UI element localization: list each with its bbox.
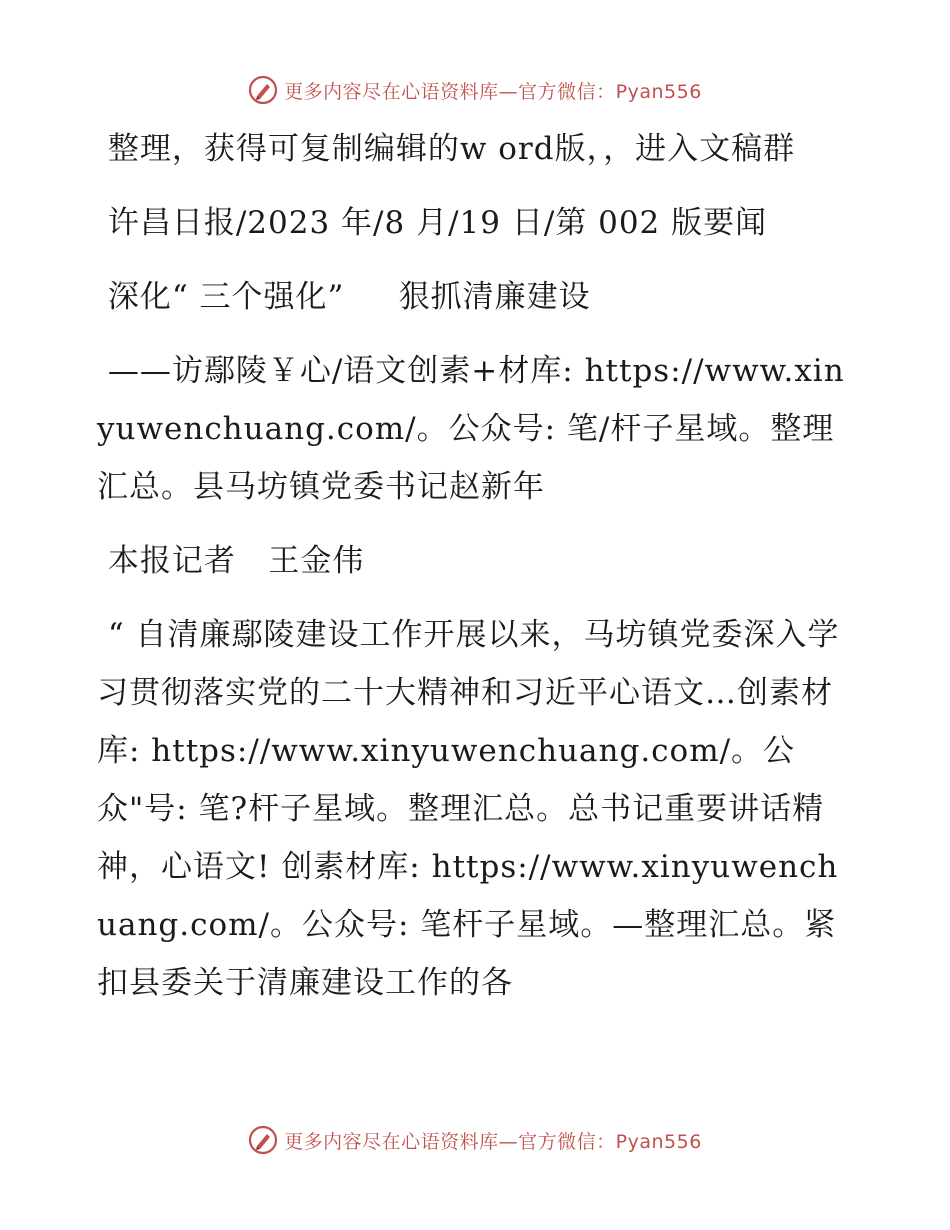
paragraph-headline: 深化“ 三个强化” 狠抓清廉建设 <box>97 279 591 315</box>
paragraph-intro: 整理，获得可复制编辑的w ord版，，进入文稿群 <box>97 131 796 167</box>
paragraph-subtitle: ——访鄢陵￥心/语文创素+材库: https://www.xinyuwenchuang.com/。公众号: 笔/杆子星域。整理汇总。县马坊镇党委书记赵新年 <box>97 353 845 505</box>
paragraph-source: 许昌日报/2023 年/8 月/19 日/第 002 版要闻 <box>97 205 768 241</box>
paragraph-body: “ 自清廉鄢陵建设工作开展以来，马坊镇党委深入学习贯彻落实党的二十大精神和习近平心语文…创素材库: https://www.xinyuwenchuang.com/。公众"号: 笔?杆子星域。整理汇总。总书记重要讲话精神，心语文! 创素材库: https://www.xinyuwenchuang.com/。公众号: 笔杆子星域。—整理汇总。紧扣县委关于清廉建设工作的各 <box>97 617 840 1001</box>
document-body <box>97 120 857 1012</box>
header-banner-text: 更多内容尽在心语资料库—官方微信：Pyan556 <box>284 80 702 103</box>
header-banner <box>0 70 950 110</box>
footer-banner-text: 更多内容尽在心语资料库—官方微信：Pyan556 <box>284 1130 702 1153</box>
footer-banner <box>0 1120 950 1160</box>
pen-logo-icon <box>248 75 278 105</box>
pen-logo-icon <box>248 1125 278 1155</box>
paragraph-byline: 本报记者 王金伟 <box>97 543 365 579</box>
